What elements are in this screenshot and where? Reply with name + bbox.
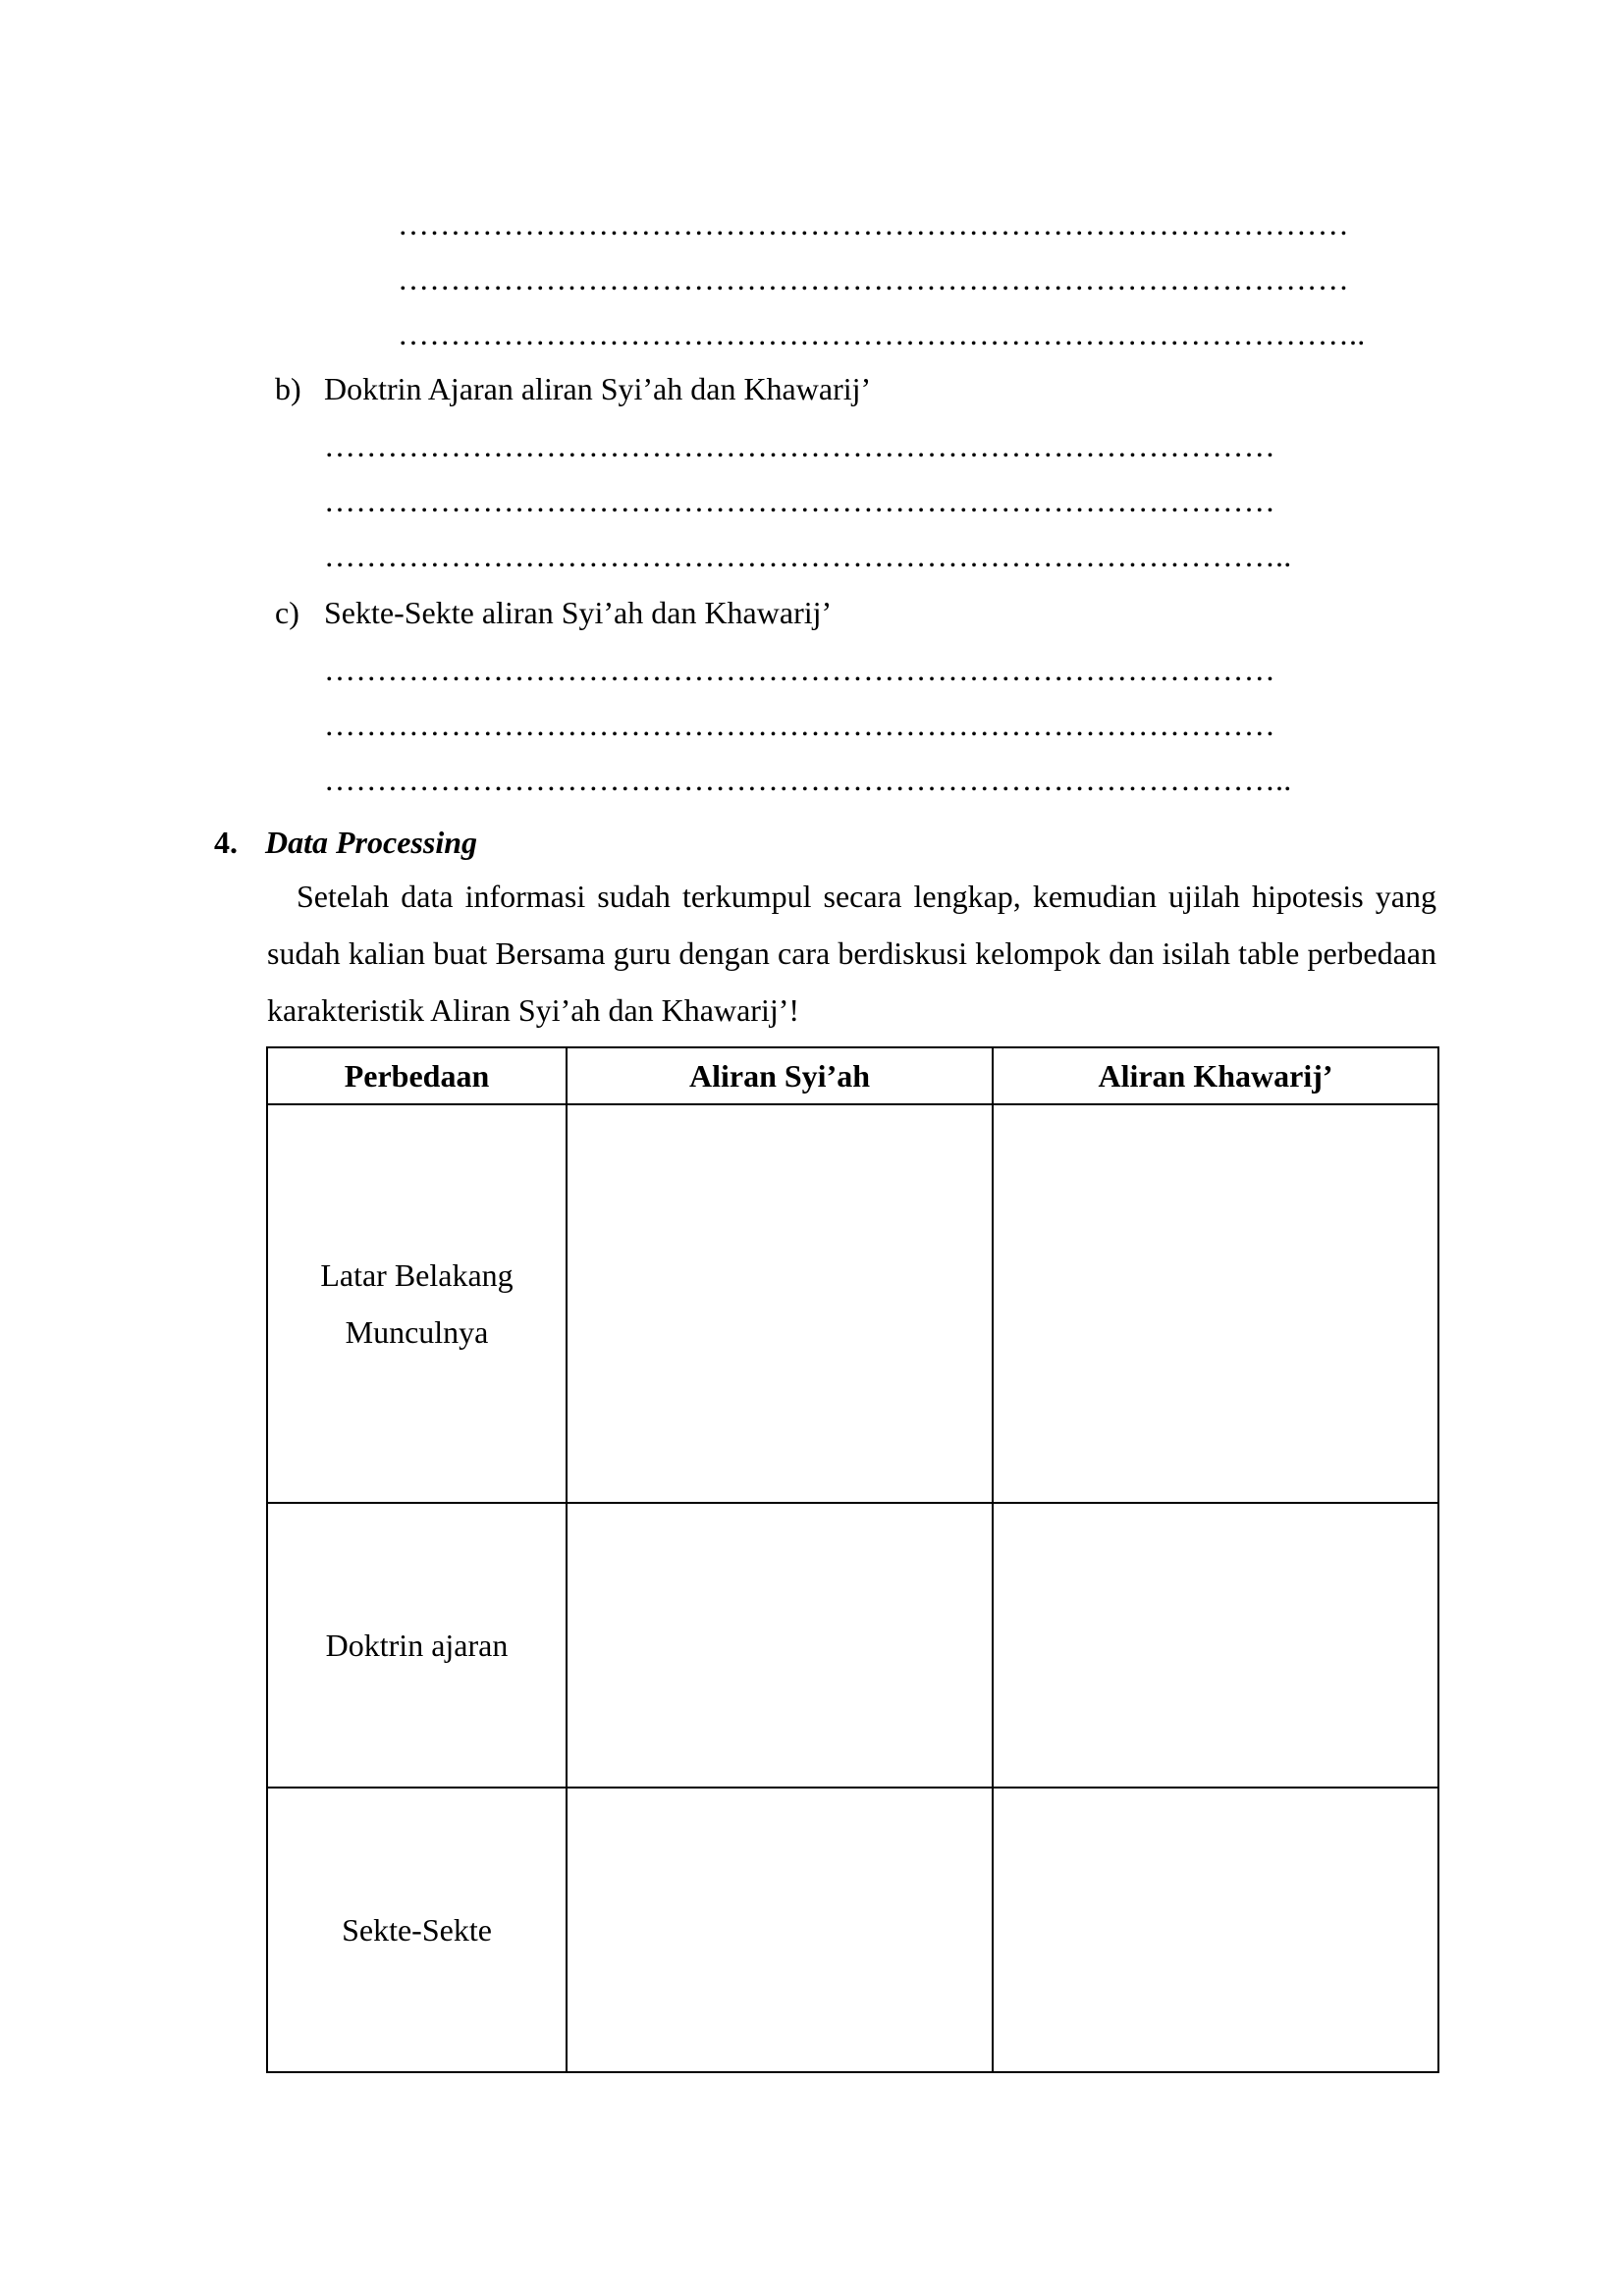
answer-line: ……………………………………………………………………………….. — [324, 538, 1292, 573]
answer-line: ……………………………………………………………………………… — [324, 707, 1275, 742]
item-b-title: Doktrin Ajaran aliran Syi’ah dan Khawarij’ — [324, 371, 872, 406]
table-row — [267, 1104, 1438, 1503]
answer-line: ……………………………………………………………………………….. — [324, 762, 1292, 797]
table-row — [267, 1503, 1438, 1788]
answer-line: ……………………………………………………………………………… — [324, 428, 1275, 463]
section-number: 4. — [214, 825, 238, 860]
answer-cell-syiah[interactable] — [567, 1503, 993, 1788]
row-label-latar-belakang — [267, 1104, 567, 1503]
item-c-title: Sekte-Sekte aliran Syi’ah dan Khawarij’ — [324, 595, 833, 630]
answer-cell-syiah[interactable] — [567, 1788, 993, 2072]
answer-cell-khawarij[interactable] — [993, 1788, 1438, 2072]
answer-cell-khawarij[interactable] — [993, 1503, 1438, 1788]
row-label-line: Sekte-Sekte — [342, 1912, 492, 1948]
answer-cell-khawarij[interactable] — [993, 1104, 1438, 1503]
comparison-table — [266, 1046, 1439, 2073]
row-label-line: Latar Belakang — [320, 1257, 514, 1293]
table-header-row — [267, 1047, 1438, 1104]
answer-line: ……………………………………………………………………………… — [324, 483, 1275, 518]
section-title: Data Processing — [265, 825, 477, 860]
answer-cell-syiah[interactable] — [567, 1104, 993, 1503]
answer-line: ……………………………………………………………………………… — [324, 652, 1275, 687]
row-label-sekte — [267, 1788, 567, 2072]
table-row — [267, 1788, 1438, 2072]
answer-line: ……………………………………………………………………………….. — [398, 316, 1366, 351]
row-label-line: Munculnya — [345, 1314, 489, 1350]
item-b-letter: b) — [275, 371, 301, 406]
header-aliran-khawarij: Aliran Khawarij’ — [993, 1047, 1438, 1104]
row-label-line: Doktrin ajaran — [325, 1628, 509, 1663]
item-c-letter: c) — [275, 595, 299, 630]
answer-line: ……………………………………………………………………………… — [398, 261, 1349, 296]
section-paragraph: Setelah data informasi sudah terkumpul secara lengkap, kemudian ujilah hipotesis yang sudah kalian buat Bersama guru dengan cara berdiskusi kelompok dan isilah table perbedaan karakteristik Aliran Syi’ah dan Khawarij’! — [267, 879, 1436, 1028]
header-perbedaan: Perbedaan — [267, 1047, 567, 1104]
row-label-doktrin — [267, 1503, 567, 1788]
header-aliran-syiah: Aliran Syi’ah — [567, 1047, 993, 1104]
answer-line: ……………………………………………………………………………… — [398, 206, 1349, 241]
